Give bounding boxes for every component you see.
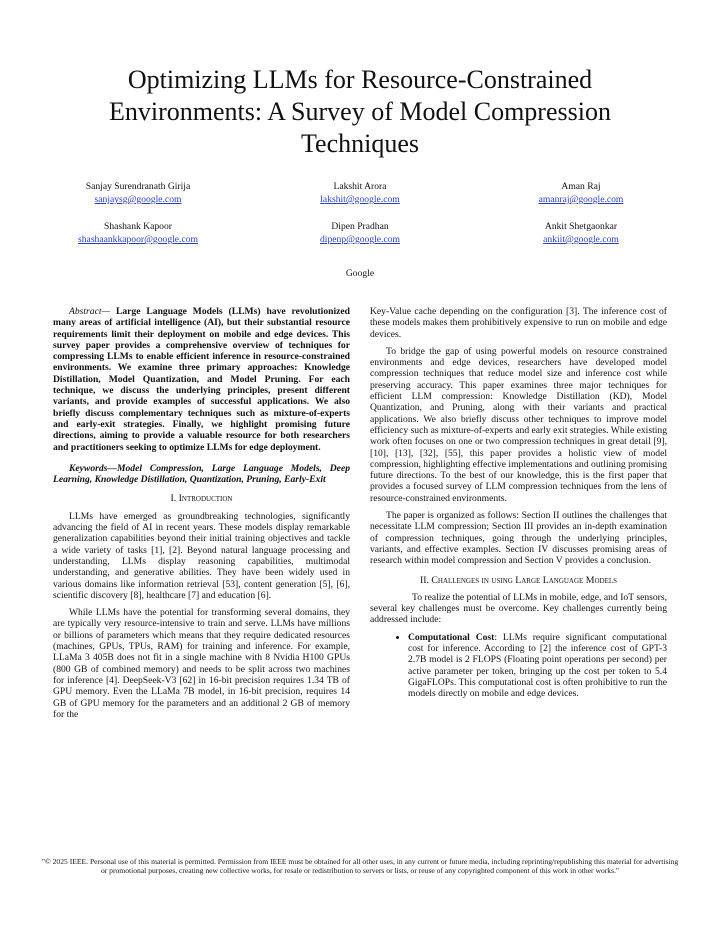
abstract-label: Abstract—	[69, 306, 111, 317]
list-item	[408, 632, 667, 700]
author-1	[48, 180, 228, 206]
author-email-link[interactable]: shashaankkapoor@google.com	[78, 234, 198, 245]
author-2	[270, 180, 450, 206]
paragraph: To bridge the gap of using powerful models on resource constrained environments and edge devices, researchers have developed model compression techniques that reduce model size and inference cost while preserving accuracy. This paper examines three major techniques for efficient LLM compression: Knowledge Distillation (KD), Model Quantization, and Pruning, along with their variants and practical applications. We also briefly discuss other techniques to improve model efficiency such as mixture-of-experts and early exit strategies. While existing work often focuses on one or two compression techniques in great detail [9], [10], [13], [32], [55], this paper provides a holistic view of model compression, highlighting effective implementations and outlining promising future directions. To the best of our knowledge, this is the first paper that provides a focused survey of LLM compression techniques from the lens of resource-constrained environments.	[370, 345, 667, 504]
author-name: Shashank Kapoor	[104, 221, 172, 232]
author-6	[491, 220, 671, 246]
paper-title: Optimizing LLMs for Resource-Constrained Environments: A Survey of Model Compression Techniques	[109, 65, 611, 158]
paragraph: LLMs have emerged as groundbreaking technologies, significantly advancing the field of AI in recent years. These models display remarkable generalization capabilities beyond their initial training objectives and tackle a wide variety of tasks [1], [2]. Beyond natural language processing and understanding, LLMs display reasoning capabilities, multimodal understanding, and generative abilities. They have been widely used in various domains like information retrieval [53], content generation [5], [6], scientific discovery [8], healthcare [7] and education [6].	[53, 510, 350, 601]
bullet-text: : LLMs require significant computational cost for inference. According to [2] the inference cost of GPT-3 2.7B model is 2 FLOPS (Floating point operations per second) per active parameter per token, bringing up the cost per token to 5.4 GigaFLOPs. This computational cost is often prohibitive to run the models directly on mobile and edge devices.	[408, 631, 667, 700]
challenge-list	[370, 632, 667, 700]
copyright-footer: "© 2025 IEEE. Personal use of this material is permitted. Permission from IEEE must be obtained for all other uses, in any current or future media, including reprinting/republishing this material for advertising or promotional purposes, creating new collective works, for resale or redistribution to servers or lists, or reuse of any copyrighted component of this work in other works."	[41, 857, 679, 876]
right-column	[370, 306, 667, 700]
author-4	[48, 220, 228, 246]
author-name: Aman Raj	[561, 181, 601, 192]
author-5	[270, 220, 450, 246]
abstract	[53, 306, 350, 453]
section-heading-challenges: II. Challenges in using Large Language Models	[419, 574, 618, 586]
author-3	[491, 180, 671, 206]
author-name: Ankit Shetgaonkar	[544, 221, 618, 232]
author-email-link[interactable]: lakshit@google.com	[320, 194, 400, 205]
paragraph: Key-Value cache depending on the configuration [3]. The inference cost of these models makes them prohibitively expensive to run on mobile and edge devices.	[370, 306, 667, 340]
left-column	[53, 306, 350, 726]
keywords: Keywords—Model Compression, Large Language Models, Deep Learning, Knowledge Distillation, Quantization, Pruning, Early-Exit	[53, 462, 350, 486]
author-name: Dipen Pradhan	[331, 221, 389, 232]
affiliation: Google	[345, 268, 375, 279]
paragraph: To realize the potential of LLMs in mobile, edge, and IoT sensors, several key challenges must be overcome. Key challenges currently being addressed include:	[370, 591, 667, 626]
author-name: Lakshit Arora	[333, 181, 387, 192]
abstract-text: Large Language Models (LLMs) have revolutionized many areas of artificial intelligence (AI), but their substantial resource requirements limit their deployment on mobile and edge devices. This survey paper provides a comprehensive overview of techniques for compressing LLMs to enable efficient inference in resource-constrained environments. We examine three primary approaches: Knowledge Distillation, Model Quantization, and Model Pruning. For each technique, we discuss the underlying principles, present different variants, and provide examples of successful applications. We also briefly discuss complementary techniques such as mixture-of-experts and early-exit strategies. Finally, we highlight promising future directions, aiming to provide a valuable resource for both researchers and practitioners seeking to optimize LLMs for edge deployment.	[53, 306, 350, 453]
author-email-link[interactable]: sanjaysg@google.com	[94, 194, 182, 205]
section-heading-introduction: I. Introduction	[170, 493, 233, 505]
paragraph: While LLMs have the potential for transforming several domains, they are typically very resource-intensive to train and serve. LLMs have millions or billions of parameters which means that they require dedicated resources (machines, GPUs, TPUs, RAM) for training and inference. For example, LLaMa 3 405B does not fit in a single machine with 8 Nvidia H100 GPUs (800 GB of combined memory) and needs to be split across two machines for inference [4]. DeepSeek-V3 [62] in 16-bit precision requires 1.34 TB of GPU memory. Even the LLaMa 7B model, in 16-bit precision, requires 14 GB of GPU memory for the parameters and an additional 2 GB of memory for the	[53, 607, 350, 720]
author-email-link[interactable]: ankiit@google.com	[543, 234, 619, 245]
author-email-link[interactable]: amanraj@google.com	[538, 194, 624, 205]
paragraph: The paper is organized as follows: Section II outlines the challenges that necessitate LLM compression; Section III provides an in-depth examination of compression techniques, going through the underlying principles, variants, and effective examples. Section IV discusses promising areas of research within model compression and Section V provides a conclusion.	[370, 510, 667, 567]
bullet-label: Computational Cost	[408, 631, 495, 643]
author-email-link[interactable]: dipenp@google.com	[320, 234, 400, 245]
author-name: Sanjay Surendranath Girija	[85, 181, 191, 192]
